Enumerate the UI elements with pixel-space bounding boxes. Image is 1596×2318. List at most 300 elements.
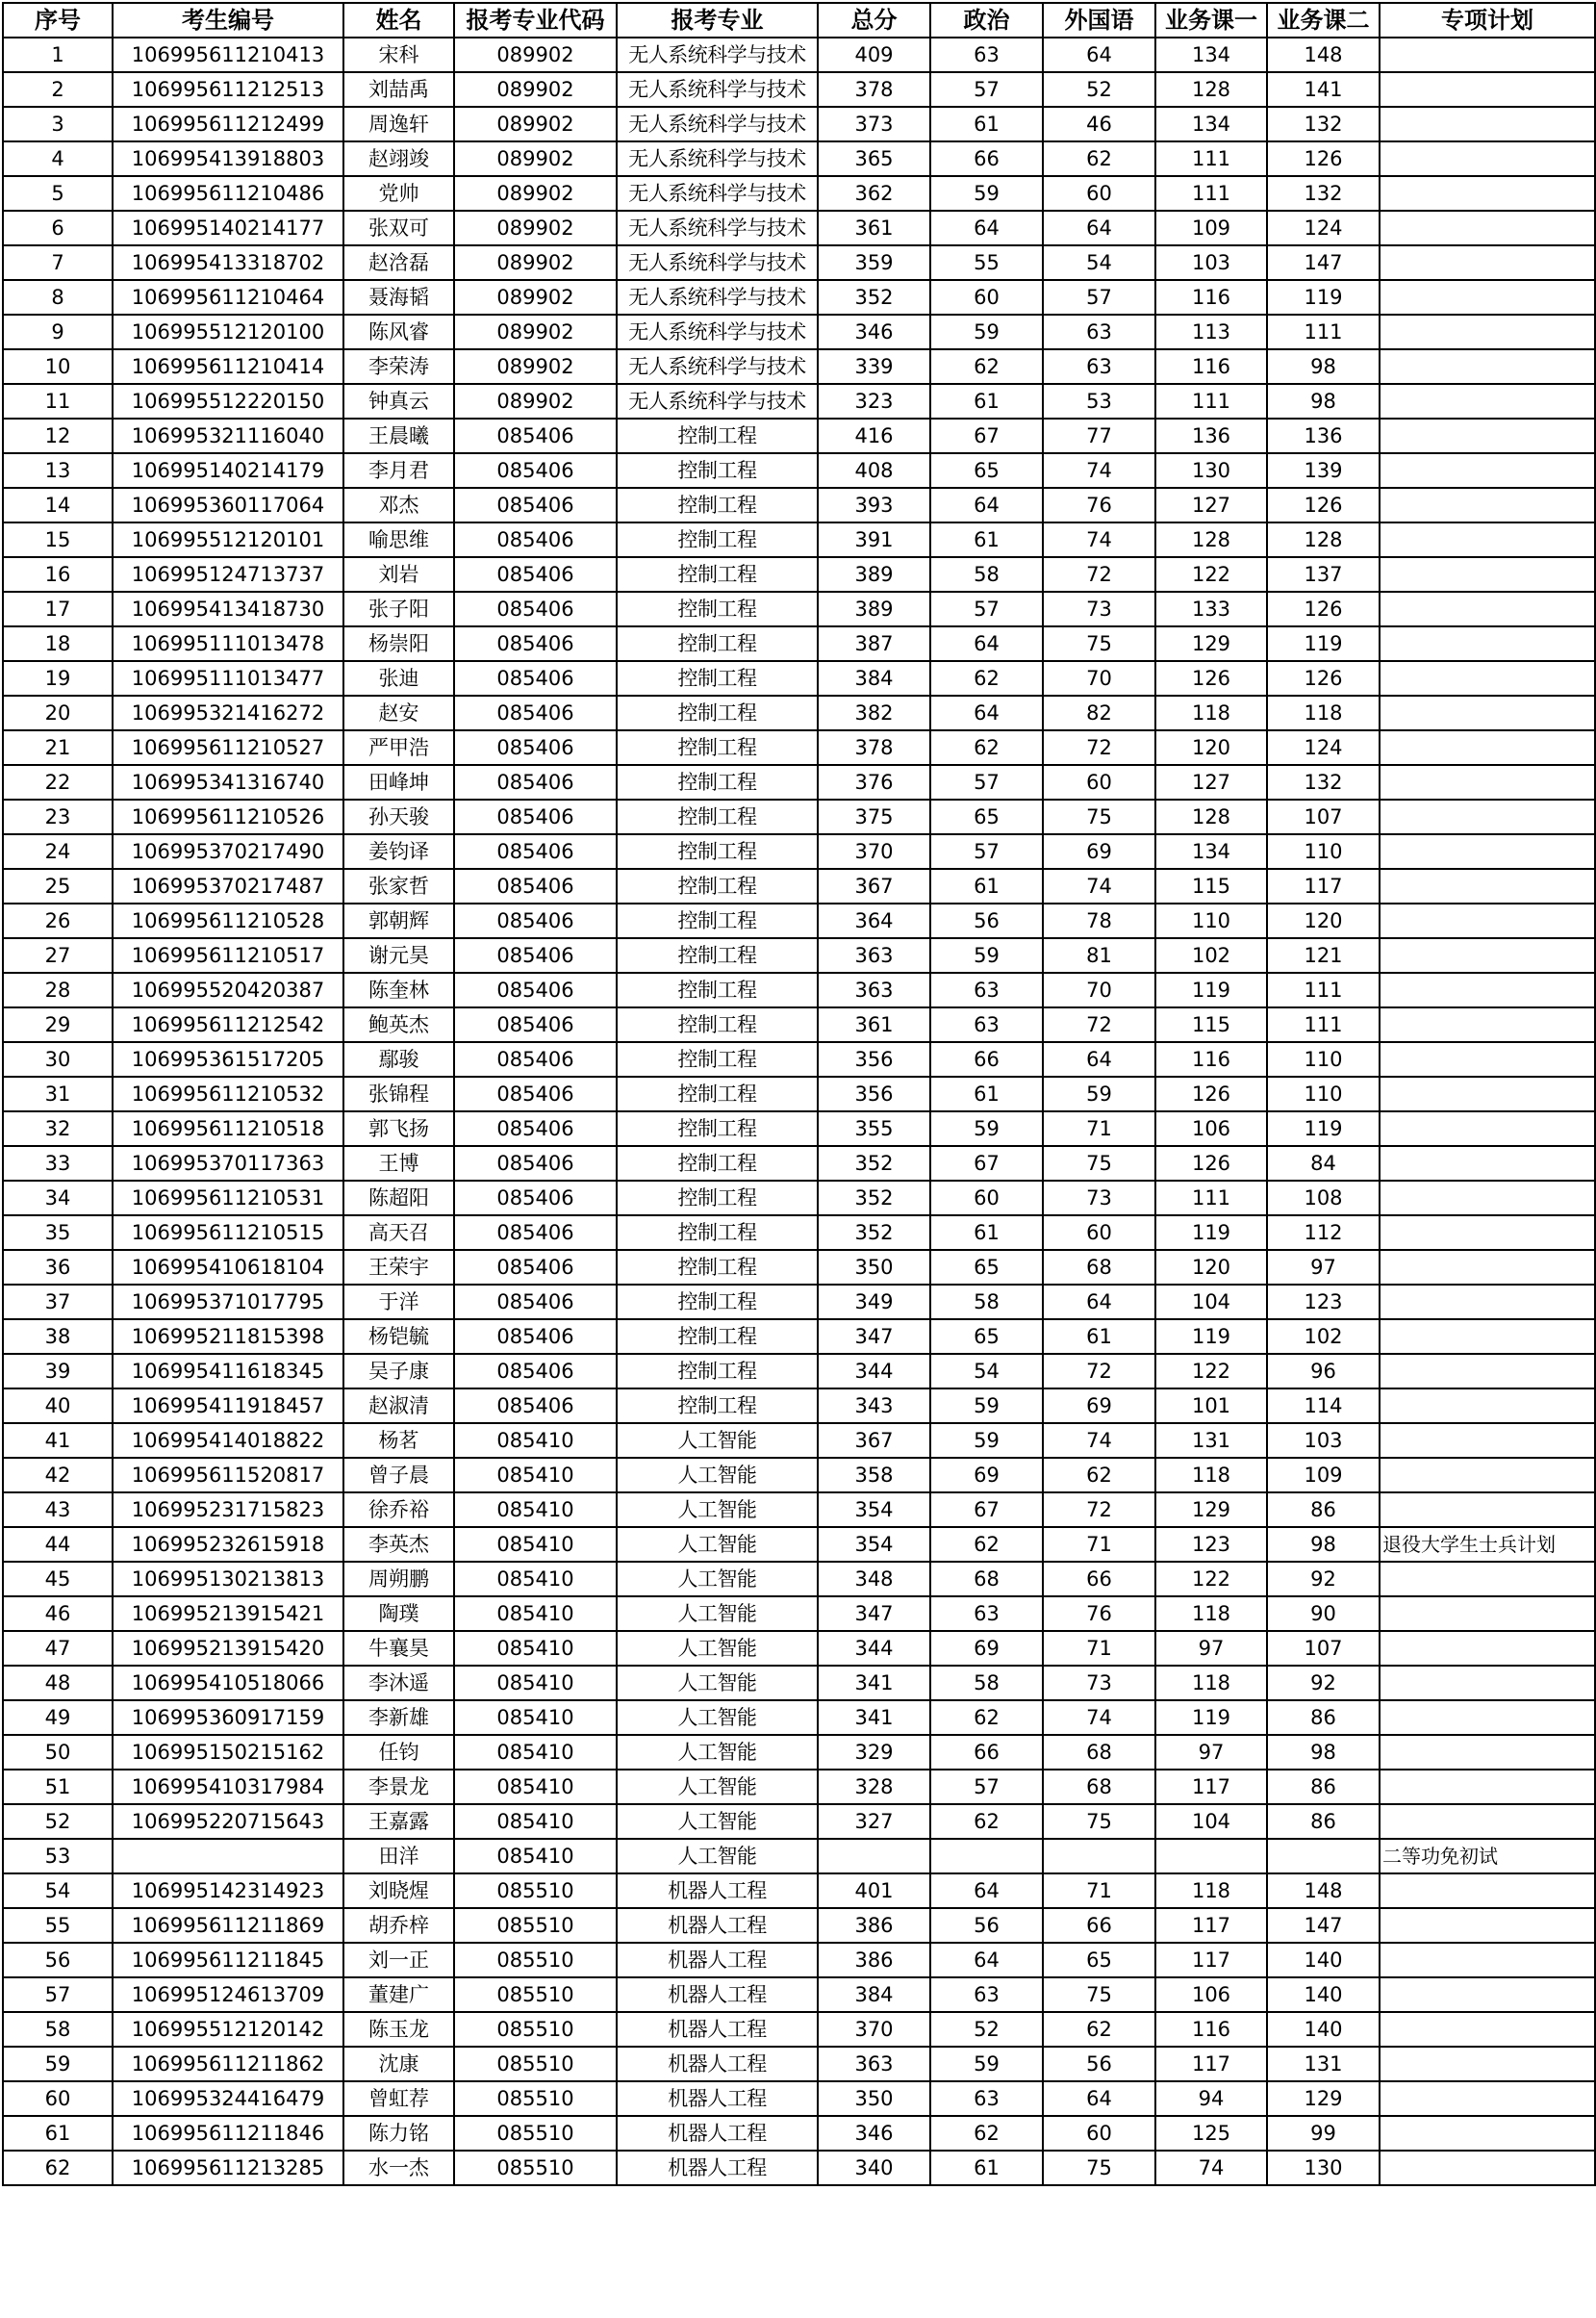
header-total: 总分	[818, 3, 930, 38]
cell-course-1: 131	[1155, 1423, 1267, 1458]
cell-major-code: 085406	[454, 626, 617, 661]
cell-course-2: 110	[1267, 834, 1380, 869]
table-row	[3, 834, 1595, 869]
cell-major: 控制工程	[617, 938, 818, 973]
cell-candidate-id: 106995232615918	[113, 1527, 343, 1562]
cell-special-plan	[1380, 800, 1595, 834]
cell-name: 曾虹荐	[343, 2081, 454, 2116]
cell-seq: 13	[3, 453, 113, 488]
cell-politics: 61	[930, 2151, 1043, 2185]
cell-foreign-language: 57	[1043, 280, 1155, 315]
cell-politics: 62	[930, 1700, 1043, 1735]
cell-politics: 69	[930, 1631, 1043, 1666]
cell-special-plan	[1380, 419, 1595, 453]
table-row	[3, 1285, 1595, 1319]
header-course-1: 业务课一	[1155, 3, 1267, 38]
cell-total: 416	[818, 419, 930, 453]
cell-name: 周逸轩	[343, 107, 454, 141]
cell-special-plan	[1380, 2012, 1595, 2047]
cell-name: 王荣宇	[343, 1250, 454, 1285]
cell-foreign-language: 82	[1043, 696, 1155, 730]
cell-total: 352	[818, 1215, 930, 1250]
cell-major-code: 085406	[454, 904, 617, 938]
cell-politics: 64	[930, 1873, 1043, 1908]
cell-total: 361	[818, 211, 930, 245]
table-row	[3, 1042, 1595, 1077]
table-row	[3, 765, 1595, 800]
table-row	[3, 522, 1595, 557]
cell-special-plan	[1380, 1804, 1595, 1839]
cell-major: 机器人工程	[617, 2012, 818, 2047]
cell-name: 鲍英杰	[343, 1007, 454, 1042]
cell-seq: 54	[3, 1873, 113, 1908]
cell-course-2: 140	[1267, 2012, 1380, 2047]
cell-major-code: 085510	[454, 1873, 617, 1908]
table-row	[3, 1666, 1595, 1700]
cell-course-2: 103	[1267, 1423, 1380, 1458]
cell-major-code: 085510	[454, 2151, 617, 2185]
cell-total: 350	[818, 2081, 930, 2116]
header-major-code: 报考专业代码	[454, 3, 617, 38]
cell-course-1: 126	[1155, 661, 1267, 696]
cell-foreign-language: 62	[1043, 1458, 1155, 1492]
cell-candidate-id: 106995410618104	[113, 1250, 343, 1285]
cell-candidate-id: 106995231715823	[113, 1492, 343, 1527]
cell-course-1: 97	[1155, 1735, 1267, 1770]
cell-major-code: 085410	[454, 1666, 617, 1700]
cell-candidate-id: 106995341316740	[113, 765, 343, 800]
table-row	[3, 1181, 1595, 1215]
cell-major-code: 085510	[454, 2116, 617, 2151]
cell-name: 陈超阳	[343, 1181, 454, 1215]
cell-major-code: 085410	[454, 1770, 617, 1804]
cell-name: 王嘉露	[343, 1804, 454, 1839]
cell-politics: 59	[930, 1111, 1043, 1146]
cell-foreign-language: 64	[1043, 1042, 1155, 1077]
cell-foreign-language: 63	[1043, 315, 1155, 349]
cell-foreign-language: 72	[1043, 730, 1155, 765]
cell-major: 控制工程	[617, 1146, 818, 1181]
cell-foreign-language: 61	[1043, 1319, 1155, 1354]
cell-candidate-id: 106995361517205	[113, 1042, 343, 1077]
cell-major-code: 085410	[454, 1839, 617, 1873]
cell-major: 控制工程	[617, 696, 818, 730]
table-body	[3, 38, 1595, 2185]
results-table	[2, 2, 1596, 2186]
cell-total: 356	[818, 1077, 930, 1111]
table-row	[3, 1908, 1595, 1943]
cell-politics: 58	[930, 557, 1043, 592]
cell-course-1: 118	[1155, 696, 1267, 730]
table-row	[3, 730, 1595, 765]
cell-course-1: 122	[1155, 1354, 1267, 1388]
cell-foreign-language: 66	[1043, 1562, 1155, 1596]
cell-course-2: 147	[1267, 1908, 1380, 1943]
cell-major: 机器人工程	[617, 1908, 818, 1943]
cell-course-1: 125	[1155, 2116, 1267, 2151]
cell-seq: 56	[3, 1943, 113, 1977]
cell-seq: 12	[3, 419, 113, 453]
cell-candidate-id: 106995111013478	[113, 626, 343, 661]
cell-major: 人工智能	[617, 1631, 818, 1666]
cell-special-plan	[1380, 834, 1595, 869]
cell-course-1: 116	[1155, 349, 1267, 384]
table-row	[3, 1562, 1595, 1596]
cell-candidate-id: 106995140214177	[113, 211, 343, 245]
cell-special-plan	[1380, 938, 1595, 973]
cell-course-2: 92	[1267, 1562, 1380, 1596]
cell-politics: 63	[930, 38, 1043, 72]
cell-course-1: 134	[1155, 834, 1267, 869]
cell-course-1: 126	[1155, 1146, 1267, 1181]
cell-total: 384	[818, 661, 930, 696]
cell-course-2: 99	[1267, 2116, 1380, 2151]
cell-special-plan	[1380, 1354, 1595, 1388]
cell-course-1: 119	[1155, 1700, 1267, 1735]
cell-foreign-language: 75	[1043, 1804, 1155, 1839]
cell-foreign-language: 75	[1043, 1146, 1155, 1181]
cell-special-plan	[1380, 1111, 1595, 1146]
cell-foreign-language: 74	[1043, 869, 1155, 904]
cell-major-code: 085510	[454, 2012, 617, 2047]
cell-major: 无人系统科学与技术	[617, 211, 818, 245]
cell-special-plan	[1380, 1077, 1595, 1111]
cell-foreign-language: 76	[1043, 488, 1155, 522]
cell-major: 无人系统科学与技术	[617, 141, 818, 176]
table-row	[3, 1596, 1595, 1631]
cell-major-code: 089902	[454, 72, 617, 107]
cell-foreign-language: 72	[1043, 1354, 1155, 1388]
cell-total: 352	[818, 1146, 930, 1181]
cell-total: 355	[818, 1111, 930, 1146]
table-row	[3, 1007, 1595, 1042]
cell-name: 杨崇阳	[343, 626, 454, 661]
cell-major-code: 089902	[454, 315, 617, 349]
cell-seq: 15	[3, 522, 113, 557]
cell-major: 机器人工程	[617, 2081, 818, 2116]
table-row	[3, 1250, 1595, 1285]
cell-candidate-id: 106995520420387	[113, 973, 343, 1007]
cell-major-code: 089902	[454, 107, 617, 141]
cell-special-plan	[1380, 1423, 1595, 1458]
table-row	[3, 592, 1595, 626]
cell-major-code: 085406	[454, 834, 617, 869]
cell-major-code: 085406	[454, 1354, 617, 1388]
cell-name: 赵浛磊	[343, 245, 454, 280]
cell-special-plan	[1380, 1146, 1595, 1181]
cell-major: 控制工程	[617, 869, 818, 904]
cell-seq: 37	[3, 1285, 113, 1319]
cell-politics: 64	[930, 696, 1043, 730]
cell-candidate-id: 106995411618345	[113, 1354, 343, 1388]
cell-course-2: 107	[1267, 800, 1380, 834]
cell-course-1: 122	[1155, 557, 1267, 592]
cell-candidate-id: 106995611210515	[113, 1215, 343, 1250]
cell-total: 376	[818, 765, 930, 800]
cell-seq: 5	[3, 176, 113, 211]
cell-foreign-language: 70	[1043, 661, 1155, 696]
cell-course-2: 98	[1267, 1735, 1380, 1770]
cell-course-1: 109	[1155, 211, 1267, 245]
cell-candidate-id: 106995124713737	[113, 557, 343, 592]
header-candidate-id: 考生编号	[113, 3, 343, 38]
cell-major-code: 085510	[454, 2081, 617, 2116]
cell-course-2: 136	[1267, 419, 1380, 453]
cell-course-2: 141	[1267, 72, 1380, 107]
table-row	[3, 315, 1595, 349]
cell-candidate-id: 106995611210532	[113, 1077, 343, 1111]
cell-seq: 35	[3, 1215, 113, 1250]
cell-course-1: 134	[1155, 38, 1267, 72]
cell-total: 341	[818, 1666, 930, 1700]
cell-foreign-language: 76	[1043, 1596, 1155, 1631]
cell-special-plan	[1380, 730, 1595, 765]
cell-name: 张家哲	[343, 869, 454, 904]
cell-name: 刘晓煋	[343, 1873, 454, 1908]
cell-name: 沈康	[343, 2047, 454, 2081]
cell-total: 350	[818, 1250, 930, 1285]
cell-name: 严甲浩	[343, 730, 454, 765]
cell-total: 363	[818, 2047, 930, 2081]
cell-course-1: 118	[1155, 1873, 1267, 1908]
cell-seq: 6	[3, 211, 113, 245]
cell-course-2: 109	[1267, 1458, 1380, 1492]
cell-candidate-id: 106995410518066	[113, 1666, 343, 1700]
cell-name: 王博	[343, 1146, 454, 1181]
table-row	[3, 1700, 1595, 1735]
cell-course-1: 101	[1155, 1388, 1267, 1423]
cell-seq: 22	[3, 765, 113, 800]
cell-course-1: 120	[1155, 1250, 1267, 1285]
table-row	[3, 72, 1595, 107]
cell-course-1: 116	[1155, 1042, 1267, 1077]
cell-course-1: 111	[1155, 176, 1267, 211]
cell-foreign-language: 71	[1043, 1111, 1155, 1146]
cell-seq: 31	[3, 1077, 113, 1111]
cell-course-1: 122	[1155, 1562, 1267, 1596]
cell-course-1: 136	[1155, 419, 1267, 453]
cell-politics: 61	[930, 107, 1043, 141]
cell-seq: 21	[3, 730, 113, 765]
cell-total: 363	[818, 938, 930, 973]
cell-total: 340	[818, 2151, 930, 2185]
cell-major-code: 085406	[454, 730, 617, 765]
cell-seq: 38	[3, 1319, 113, 1354]
cell-foreign-language: 65	[1043, 1943, 1155, 1977]
cell-special-plan	[1380, 522, 1595, 557]
cell-special-plan	[1380, 2081, 1595, 2116]
cell-total: 356	[818, 1042, 930, 1077]
cell-total: 389	[818, 557, 930, 592]
cell-course-1: 119	[1155, 1215, 1267, 1250]
cell-name: 张锦程	[343, 1077, 454, 1111]
cell-name: 李新雄	[343, 1700, 454, 1735]
cell-politics: 67	[930, 419, 1043, 453]
table-row	[3, 904, 1595, 938]
cell-total: 378	[818, 730, 930, 765]
table-row	[3, 1319, 1595, 1354]
cell-foreign-language: 75	[1043, 1977, 1155, 2012]
cell-course-2: 111	[1267, 1007, 1380, 1042]
table-row	[3, 141, 1595, 176]
cell-course-2: 98	[1267, 1527, 1380, 1562]
cell-politics: 62	[930, 349, 1043, 384]
cell-politics: 65	[930, 1250, 1043, 1285]
cell-politics: 64	[930, 211, 1043, 245]
cell-politics: 63	[930, 1596, 1043, 1631]
cell-course-2: 126	[1267, 488, 1380, 522]
cell-seq: 61	[3, 2116, 113, 2151]
cell-name: 陈风睿	[343, 315, 454, 349]
cell-candidate-id: 106995130213813	[113, 1562, 343, 1596]
cell-candidate-id: 106995414018822	[113, 1423, 343, 1458]
cell-course-1: 118	[1155, 1596, 1267, 1631]
cell-major-code: 085406	[454, 1319, 617, 1354]
cell-candidate-id: 106995150215162	[113, 1735, 343, 1770]
table-row	[3, 1215, 1595, 1250]
cell-name: 任钧	[343, 1735, 454, 1770]
cell-major-code: 085406	[454, 419, 617, 453]
cell-total: 382	[818, 696, 930, 730]
table-row	[3, 245, 1595, 280]
cell-seq: 51	[3, 1770, 113, 1804]
cell-course-1: 103	[1155, 245, 1267, 280]
cell-foreign-language: 59	[1043, 1077, 1155, 1111]
cell-major: 控制工程	[617, 557, 818, 592]
cell-course-2: 124	[1267, 211, 1380, 245]
cell-major-code: 085406	[454, 800, 617, 834]
cell-major-code: 085406	[454, 453, 617, 488]
cell-course-2: 86	[1267, 1700, 1380, 1735]
table-row	[3, 2012, 1595, 2047]
cell-politics: 62	[930, 1527, 1043, 1562]
cell-special-plan	[1380, 72, 1595, 107]
cell-course-2: 130	[1267, 2151, 1380, 2185]
cell-course-2: 139	[1267, 453, 1380, 488]
header-politics: 政治	[930, 3, 1043, 38]
cell-politics: 62	[930, 2116, 1043, 2151]
cell-seq: 32	[3, 1111, 113, 1146]
cell-special-plan	[1380, 1181, 1595, 1215]
cell-major: 控制工程	[617, 453, 818, 488]
cell-politics: 56	[930, 1908, 1043, 1943]
cell-major: 机器人工程	[617, 1943, 818, 1977]
cell-course-1: 110	[1155, 904, 1267, 938]
cell-foreign-language: 74	[1043, 522, 1155, 557]
cell-course-1: 104	[1155, 1804, 1267, 1839]
cell-major-code: 085406	[454, 488, 617, 522]
cell-special-plan	[1380, 557, 1595, 592]
cell-major: 人工智能	[617, 1423, 818, 1458]
cell-course-1: 106	[1155, 1111, 1267, 1146]
table-row	[3, 488, 1595, 522]
cell-name: 周朔鹏	[343, 1562, 454, 1596]
table-row	[3, 211, 1595, 245]
cell-name: 胡乔梓	[343, 1908, 454, 1943]
cell-course-2: 98	[1267, 384, 1380, 419]
cell-candidate-id: 106995411918457	[113, 1388, 343, 1423]
cell-politics: 61	[930, 869, 1043, 904]
header-row	[3, 3, 1595, 38]
cell-major-code: 085410	[454, 1562, 617, 1596]
cell-major-code: 085510	[454, 2047, 617, 2081]
cell-foreign-language: 68	[1043, 1770, 1155, 1804]
cell-candidate-id: 106995512120142	[113, 2012, 343, 2047]
cell-major-code: 085410	[454, 1492, 617, 1527]
cell-candidate-id	[113, 1839, 343, 1873]
cell-major-code: 085406	[454, 522, 617, 557]
cell-foreign-language: 78	[1043, 904, 1155, 938]
cell-special-plan	[1380, 488, 1595, 522]
cell-candidate-id: 106995611211862	[113, 2047, 343, 2081]
cell-seq: 1	[3, 38, 113, 72]
cell-seq: 25	[3, 869, 113, 904]
header-special-plan: 专项计划	[1380, 3, 1595, 38]
cell-name: 水一杰	[343, 2151, 454, 2185]
cell-politics: 63	[930, 973, 1043, 1007]
cell-politics: 64	[930, 626, 1043, 661]
cell-seq: 43	[3, 1492, 113, 1527]
cell-politics: 65	[930, 453, 1043, 488]
cell-foreign-language: 81	[1043, 938, 1155, 973]
cell-politics: 62	[930, 1804, 1043, 1839]
cell-course-1: 113	[1155, 315, 1267, 349]
cell-foreign-language: 72	[1043, 1007, 1155, 1042]
cell-course-2: 147	[1267, 245, 1380, 280]
cell-major: 机器人工程	[617, 2151, 818, 2185]
cell-candidate-id: 106995410317984	[113, 1770, 343, 1804]
cell-politics: 56	[930, 904, 1043, 938]
cell-course-2: 132	[1267, 765, 1380, 800]
cell-major: 控制工程	[617, 488, 818, 522]
cell-candidate-id: 106995360117064	[113, 488, 343, 522]
cell-course-2: 90	[1267, 1596, 1380, 1631]
cell-total: 344	[818, 1354, 930, 1388]
cell-major: 人工智能	[617, 1700, 818, 1735]
cell-special-plan	[1380, 1770, 1595, 1804]
cell-politics: 55	[930, 245, 1043, 280]
cell-major-code: 085410	[454, 1423, 617, 1458]
cell-politics: 67	[930, 1146, 1043, 1181]
cell-major: 人工智能	[617, 1735, 818, 1770]
cell-major-code: 085406	[454, 765, 617, 800]
cell-special-plan	[1380, 1666, 1595, 1700]
cell-major: 控制工程	[617, 1250, 818, 1285]
table-row	[3, 349, 1595, 384]
cell-major-code: 089902	[454, 280, 617, 315]
cell-candidate-id: 106995124613709	[113, 1977, 343, 2012]
table-row	[3, 1388, 1595, 1423]
cell-major: 无人系统科学与技术	[617, 280, 818, 315]
cell-foreign-language: 56	[1043, 2047, 1155, 2081]
cell-foreign-language: 68	[1043, 1250, 1155, 1285]
table-row	[3, 280, 1595, 315]
cell-name: 李英杰	[343, 1527, 454, 1562]
cell-seq: 26	[3, 904, 113, 938]
cell-candidate-id: 106995611212542	[113, 1007, 343, 1042]
cell-major: 控制工程	[617, 834, 818, 869]
cell-course-1: 111	[1155, 1181, 1267, 1215]
cell-name: 赵淑清	[343, 1388, 454, 1423]
cell-candidate-id: 106995213915421	[113, 1596, 343, 1631]
cell-major: 人工智能	[617, 1804, 818, 1839]
cell-total: 365	[818, 141, 930, 176]
cell-politics: 58	[930, 1666, 1043, 1700]
cell-major-code: 089902	[454, 38, 617, 72]
cell-major-code: 085410	[454, 1735, 617, 1770]
cell-special-plan	[1380, 626, 1595, 661]
cell-special-plan	[1380, 176, 1595, 211]
